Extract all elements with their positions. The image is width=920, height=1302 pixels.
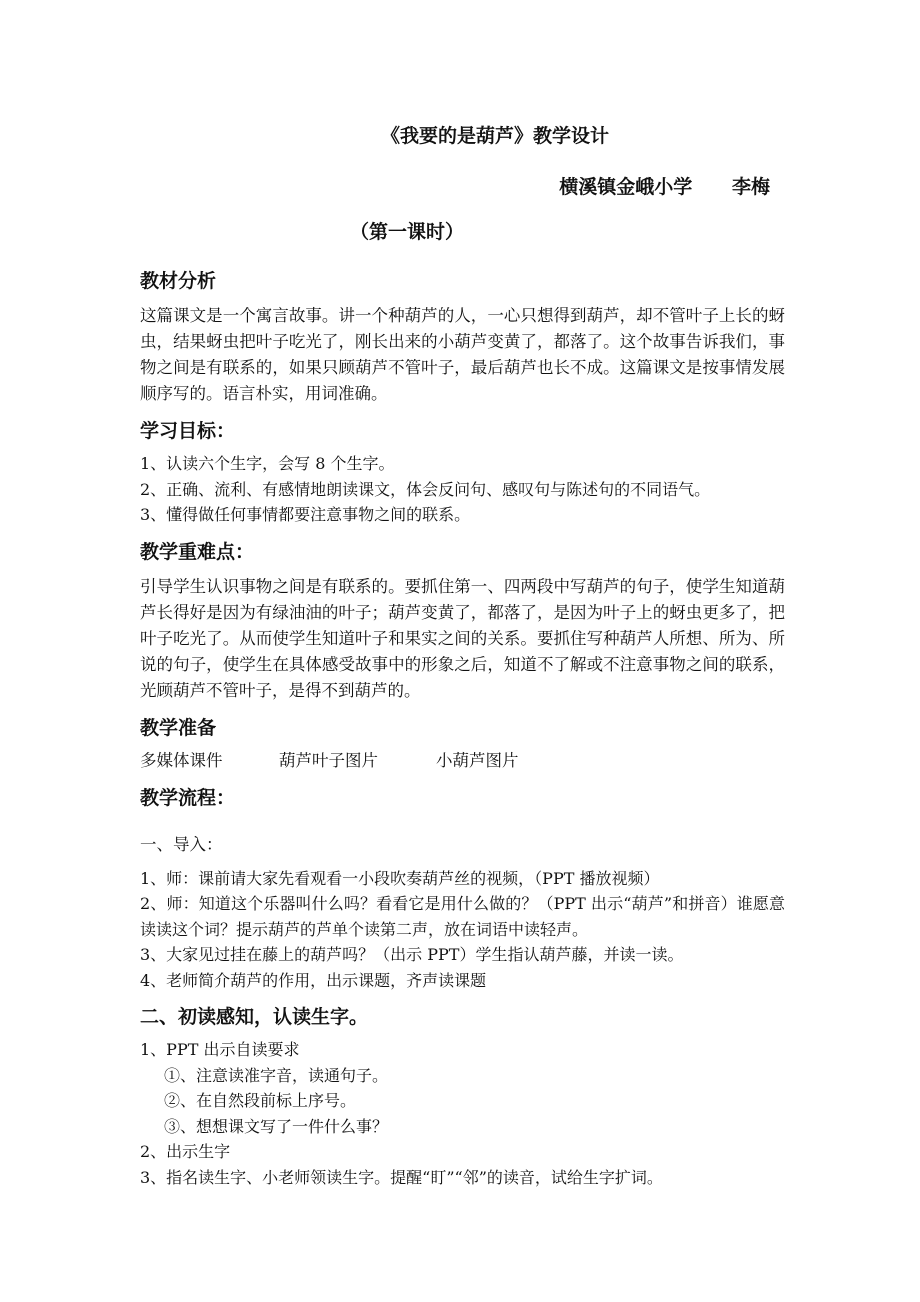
preparation-list xyxy=(140,748,785,774)
part2-item: 2、出示生字 xyxy=(140,1142,231,1161)
document-body xyxy=(140,265,785,1190)
part1-item: 3、大家见过挂在藤上的葫芦吗？（出示 PPT）学生指认葫芦藤，并读一读。 xyxy=(140,945,684,964)
part1-item: 2、师：知道这个乐器叫什么吗？看看它是用什么做的？（PPT 出示“葫芦”和拼音）谁愿意读读这个词？提示葫芦的芦单个读第二声，放在词语中读轻声。 xyxy=(140,894,785,939)
analysis-text: 这篇课文是一个寓言故事。讲一个种葫芦的人，一心只想得到葫芦，却不管叶子上长的蚜虫，结果蚜虫把叶子吃光了，刚长出来的小葫芦变黄了，都落了。这个故事告诉我们，事物之间是有联系的，如果只顾葫芦不管叶子，最后葫芦也长不成。这篇课文是按事情发展顺序写的。语言朴实，用词准确。 xyxy=(140,306,785,403)
part2-list xyxy=(140,1037,785,1190)
author-line: 横溪镇金峨小学 李梅 xyxy=(559,176,770,198)
analysis-heading: 教材分析 xyxy=(140,270,217,292)
keypoints-heading: 教学重难点： xyxy=(140,540,255,563)
goal-item: 2、正确、流利、有感情地朗读课文，体会反问句、感叹句与陈述句的不同语气。 xyxy=(140,479,711,499)
keypoints-text: 引导学生认识事物之间是有联系的。要抓住第一、四两段中写葫芦的句子，使学生知道葫芦长得好是因为有绿油油的叶子；葫芦变黄了，都落了，是因为叶子上的蚜虫更多了，把叶子吃光了。从而使学生知道叶子和果实之间的关系。要抓住写种葫芦人所想、所为、所说的句子，使学生在具体感受故事中的形象之后，知道不了解或不注意事物之间的联系，光顾葫芦不管叶子，是得不到葫芦的。 xyxy=(140,576,785,700)
part2-subitem: ②、在自然段前标上序号。 xyxy=(164,1091,357,1110)
part2-subitem: ③、想想课文写了一件什么事？ xyxy=(164,1116,389,1136)
goal-item: 1、认读六个生字，会写 8 个生字。 xyxy=(140,454,395,473)
document-title: 《我要的是葫芦》教学设计 xyxy=(380,125,609,147)
preparation-item: 多媒体课件 xyxy=(140,750,223,770)
lesson-label: （第一课时） xyxy=(350,221,465,243)
part2-item: 3、指名读生字、小老师领读生字。提醒“盯”“邻”的读音，试给生字扩词。 xyxy=(140,1167,663,1187)
part2-subitem: ①、注意读准字音，读通句子。 xyxy=(164,1065,389,1085)
preparation-item: 葫芦叶子图片 xyxy=(279,750,378,770)
preparation-item: 小葫芦图片 xyxy=(436,750,519,770)
part1-item: 4、老师简介葫芦的作用，出示课题，齐声读课题 xyxy=(140,970,487,990)
process-heading: 教学流程： xyxy=(140,786,236,809)
part2-item: 1、PPT 出示自读要求 xyxy=(140,1040,300,1059)
goal-item: 3、懂得做任何事情都要注意事物之间的联系。 xyxy=(140,505,471,524)
part1-list xyxy=(140,866,785,994)
goals-heading: 学习目标： xyxy=(140,420,236,442)
goals-list xyxy=(140,451,785,528)
part1-item: 1、师：课前请大家先看观看一小段吹奏葫芦丝的视频，（PPT 播放视频） xyxy=(140,868,660,888)
preparation-heading: 教学准备 xyxy=(140,716,217,739)
part2-heading: 二、初读感知，认读生字。 xyxy=(140,1006,369,1028)
part1-heading: 一、导入： xyxy=(140,834,223,854)
